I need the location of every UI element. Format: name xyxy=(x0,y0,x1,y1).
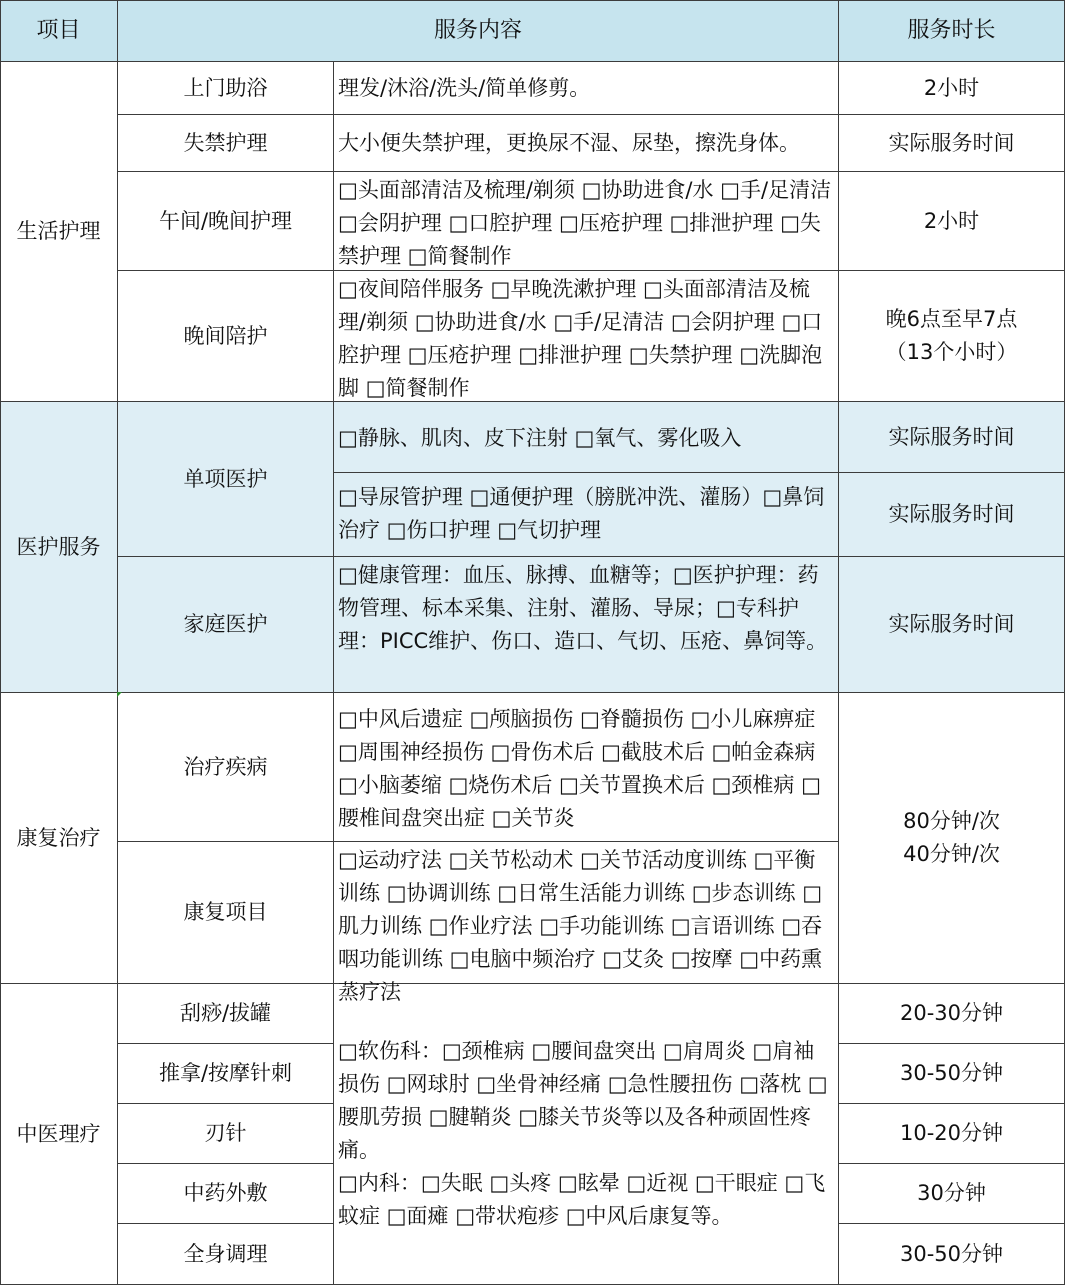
service-duration-tcm-3 xyxy=(839,1104,1065,1164)
service-duration-text: 20-30分钟 xyxy=(899,1001,1004,1025)
service-name-label: 刮痧/拔罐 xyxy=(179,1001,272,1025)
service-name-treat-disease xyxy=(118,693,334,842)
service-content-night-care xyxy=(334,271,839,402)
service-name-incontinence xyxy=(118,115,334,172)
service-name-single-medical xyxy=(118,402,334,557)
service-name-rehab-project xyxy=(118,842,334,984)
service-content-noon-evening xyxy=(334,172,839,271)
service-duration-tcm-1 xyxy=(839,984,1065,1044)
service-duration-night-care xyxy=(839,271,1065,402)
service-name-label: 中药外敷 xyxy=(183,1181,268,1205)
cell-comment-marker xyxy=(117,692,122,697)
service-duration-bath xyxy=(839,62,1065,115)
service-name-label: 晚间陪护 xyxy=(183,323,268,348)
service-content-text: □中风后遗症 □颅脑损伤 □脊髓损伤 □小儿麻痹症 □周围神经损伤 □骨伤术后 □截肢术后 □帕金森病 □小脑萎缩 □烧伤术后 □关节置换术后 □颈椎病 □腰椎间盘突出症 □关节炎 xyxy=(338,707,821,830)
service-content-internal: □内科：□失眠 □头疼 □眩晕 □近视 □干眼症 □飞蚊症 □面瘫 □带状疱疹 □中风后康复等。 xyxy=(338,1171,826,1228)
service-duration-text: 实际服务时间 xyxy=(888,502,1015,526)
header-content xyxy=(118,0,839,62)
service-content-family-medical xyxy=(334,557,839,693)
service-name-label: 治疗疾病 xyxy=(183,754,268,779)
service-name-label: 推拿/按摩针刺 xyxy=(158,1061,293,1085)
service-duration-text: 2小时 xyxy=(923,75,980,100)
service-name-label: 刃针 xyxy=(204,1121,247,1145)
header-item-label: 项目 xyxy=(36,18,81,43)
service-name-label: 康复项目 xyxy=(183,900,268,924)
category-life-care xyxy=(0,62,118,402)
header-content-label: 服务内容 xyxy=(433,18,522,43)
category-rehab xyxy=(0,693,118,984)
service-content-text: □健康管理：血压、脉搏、血糖等；□医护护理：药物管理、标本采集、注射、灌肠、导尿；□专科护理：PICC维护、伤口、造口、气切、压疮、鼻饲等。 xyxy=(338,563,828,653)
service-duration-text: 实际服务时间 xyxy=(888,612,1015,636)
service-duration-family-medical xyxy=(839,557,1065,693)
service-duration-noon-evening xyxy=(839,172,1065,271)
service-name-label: 全身调理 xyxy=(183,1241,268,1266)
service-content-text: □头面部清洁及梳理/剃须 □协助进食/水 □手/足清洁 □会阴护理 □口腔护理 □压疮护理 □排泄护理 □失禁护理 □简餐制作 xyxy=(338,178,832,268)
service-name-bath xyxy=(118,62,334,115)
service-duration-text: 30分钟 xyxy=(917,1181,986,1205)
service-duration-tcm-5 xyxy=(839,1224,1065,1285)
service-content-tcm xyxy=(334,984,839,1285)
header-item xyxy=(0,0,118,62)
category-label: 医护服务 xyxy=(16,534,101,559)
service-content-text: □运动疗法 □关节松动术 □关节活动度训练 □平衡训练 □协调训练 □日常生活能力训练 □步态训练 □肌力训练 □作业疗法 □手功能训练 □言语训练 □吞咽功能训练 □电脑中频治疗 □艾灸 □按摩 □中药熏蒸疗法 xyxy=(338,848,823,1004)
service-name-label: 单项医护 xyxy=(183,466,268,491)
service-content-incontinence xyxy=(334,115,839,172)
service-name-label: 上门助浴 xyxy=(183,75,268,100)
service-content-treat-disease xyxy=(334,693,839,842)
header-duration-label: 服务时长 xyxy=(907,18,996,43)
service-duration-text: 2小时 xyxy=(923,208,980,233)
service-duration-text: 30-50分钟 xyxy=(899,1061,1004,1085)
category-label: 生活护理 xyxy=(16,219,101,243)
service-content-text: 理发/沐浴/洗头/简单修剪。 xyxy=(338,75,591,100)
service-duration-line2: 40分钟/次 xyxy=(903,842,1000,866)
service-duration-text: 10-20分钟 xyxy=(899,1121,1004,1145)
category-label: 康复治疗 xyxy=(16,825,101,850)
service-name-tcm-3 xyxy=(118,1104,334,1164)
service-content-text: □夜间陪伴服务 □早晚洗漱护理 □头面部清洁及梳理/剃须 □协助进食/水 □手/足清洁 □会阴护理 □口腔护理 □压疮护理 □排泄护理 □失禁护理 □洗脚泡脚 □简餐制作 xyxy=(338,277,823,400)
service-content-text: □导尿管护理 □通便护理（膀胱冲洗、灌肠）□鼻饲治疗 □伤口护理 □气切护理 xyxy=(338,485,825,542)
service-duration-catheter xyxy=(839,473,1065,557)
service-name-tcm-1 xyxy=(118,984,334,1044)
service-duration-rehab xyxy=(839,693,1065,984)
category-tcm xyxy=(0,984,118,1285)
service-content-injection xyxy=(334,402,839,473)
header-duration xyxy=(839,0,1065,62)
service-content-rehab-project xyxy=(334,842,839,1004)
service-duration-line1: 晚6点至早7点 xyxy=(885,307,1018,331)
service-duration-line1: 80分钟/次 xyxy=(903,809,1000,833)
service-content-bath xyxy=(334,62,839,115)
service-duration-incontinence xyxy=(839,115,1065,172)
service-duration-injection xyxy=(839,402,1065,473)
service-duration-text: 实际服务时间 xyxy=(888,424,1015,449)
category-medical xyxy=(0,402,118,693)
service-content-text: 大小便失禁护理，更换尿不湿、尿垫，擦洗身体。 xyxy=(338,130,800,155)
service-duration-line2: （13个小时） xyxy=(885,340,1018,364)
service-name-label: 失禁护理 xyxy=(183,130,268,155)
service-name-label: 午间/晚间护理 xyxy=(158,208,293,233)
service-duration-tcm-4 xyxy=(839,1164,1065,1224)
service-name-tcm-5 xyxy=(118,1224,334,1285)
service-name-night-care xyxy=(118,271,334,402)
service-name-tcm-2 xyxy=(118,1044,334,1104)
service-duration-text: 30-50分钟 xyxy=(899,1241,1004,1266)
service-name-label: 家庭医护 xyxy=(183,612,268,636)
service-name-tcm-4 xyxy=(118,1164,334,1224)
service-duration-text: 实际服务时间 xyxy=(888,130,1015,155)
service-content-soft-tissue: □软伤科：□颈椎病 □腰间盘突出 □肩周炎 □肩袖损伤 □网球肘 □坐骨神经痛 □急性腰扭伤 □落枕 □腰肌劳损 □腱鞘炎 □膝关节炎等以及各种顽固性疼痛。 xyxy=(338,1039,828,1162)
service-name-family-medical xyxy=(118,557,334,693)
service-duration-tcm-2 xyxy=(839,1044,1065,1104)
service-content-text: □静脉、肌肉、皮下注射 □氧气、雾化吸入 xyxy=(338,426,742,450)
service-content-catheter xyxy=(334,473,839,557)
category-label: 中医理疗 xyxy=(16,1121,101,1146)
service-name-noon-evening xyxy=(118,172,334,271)
